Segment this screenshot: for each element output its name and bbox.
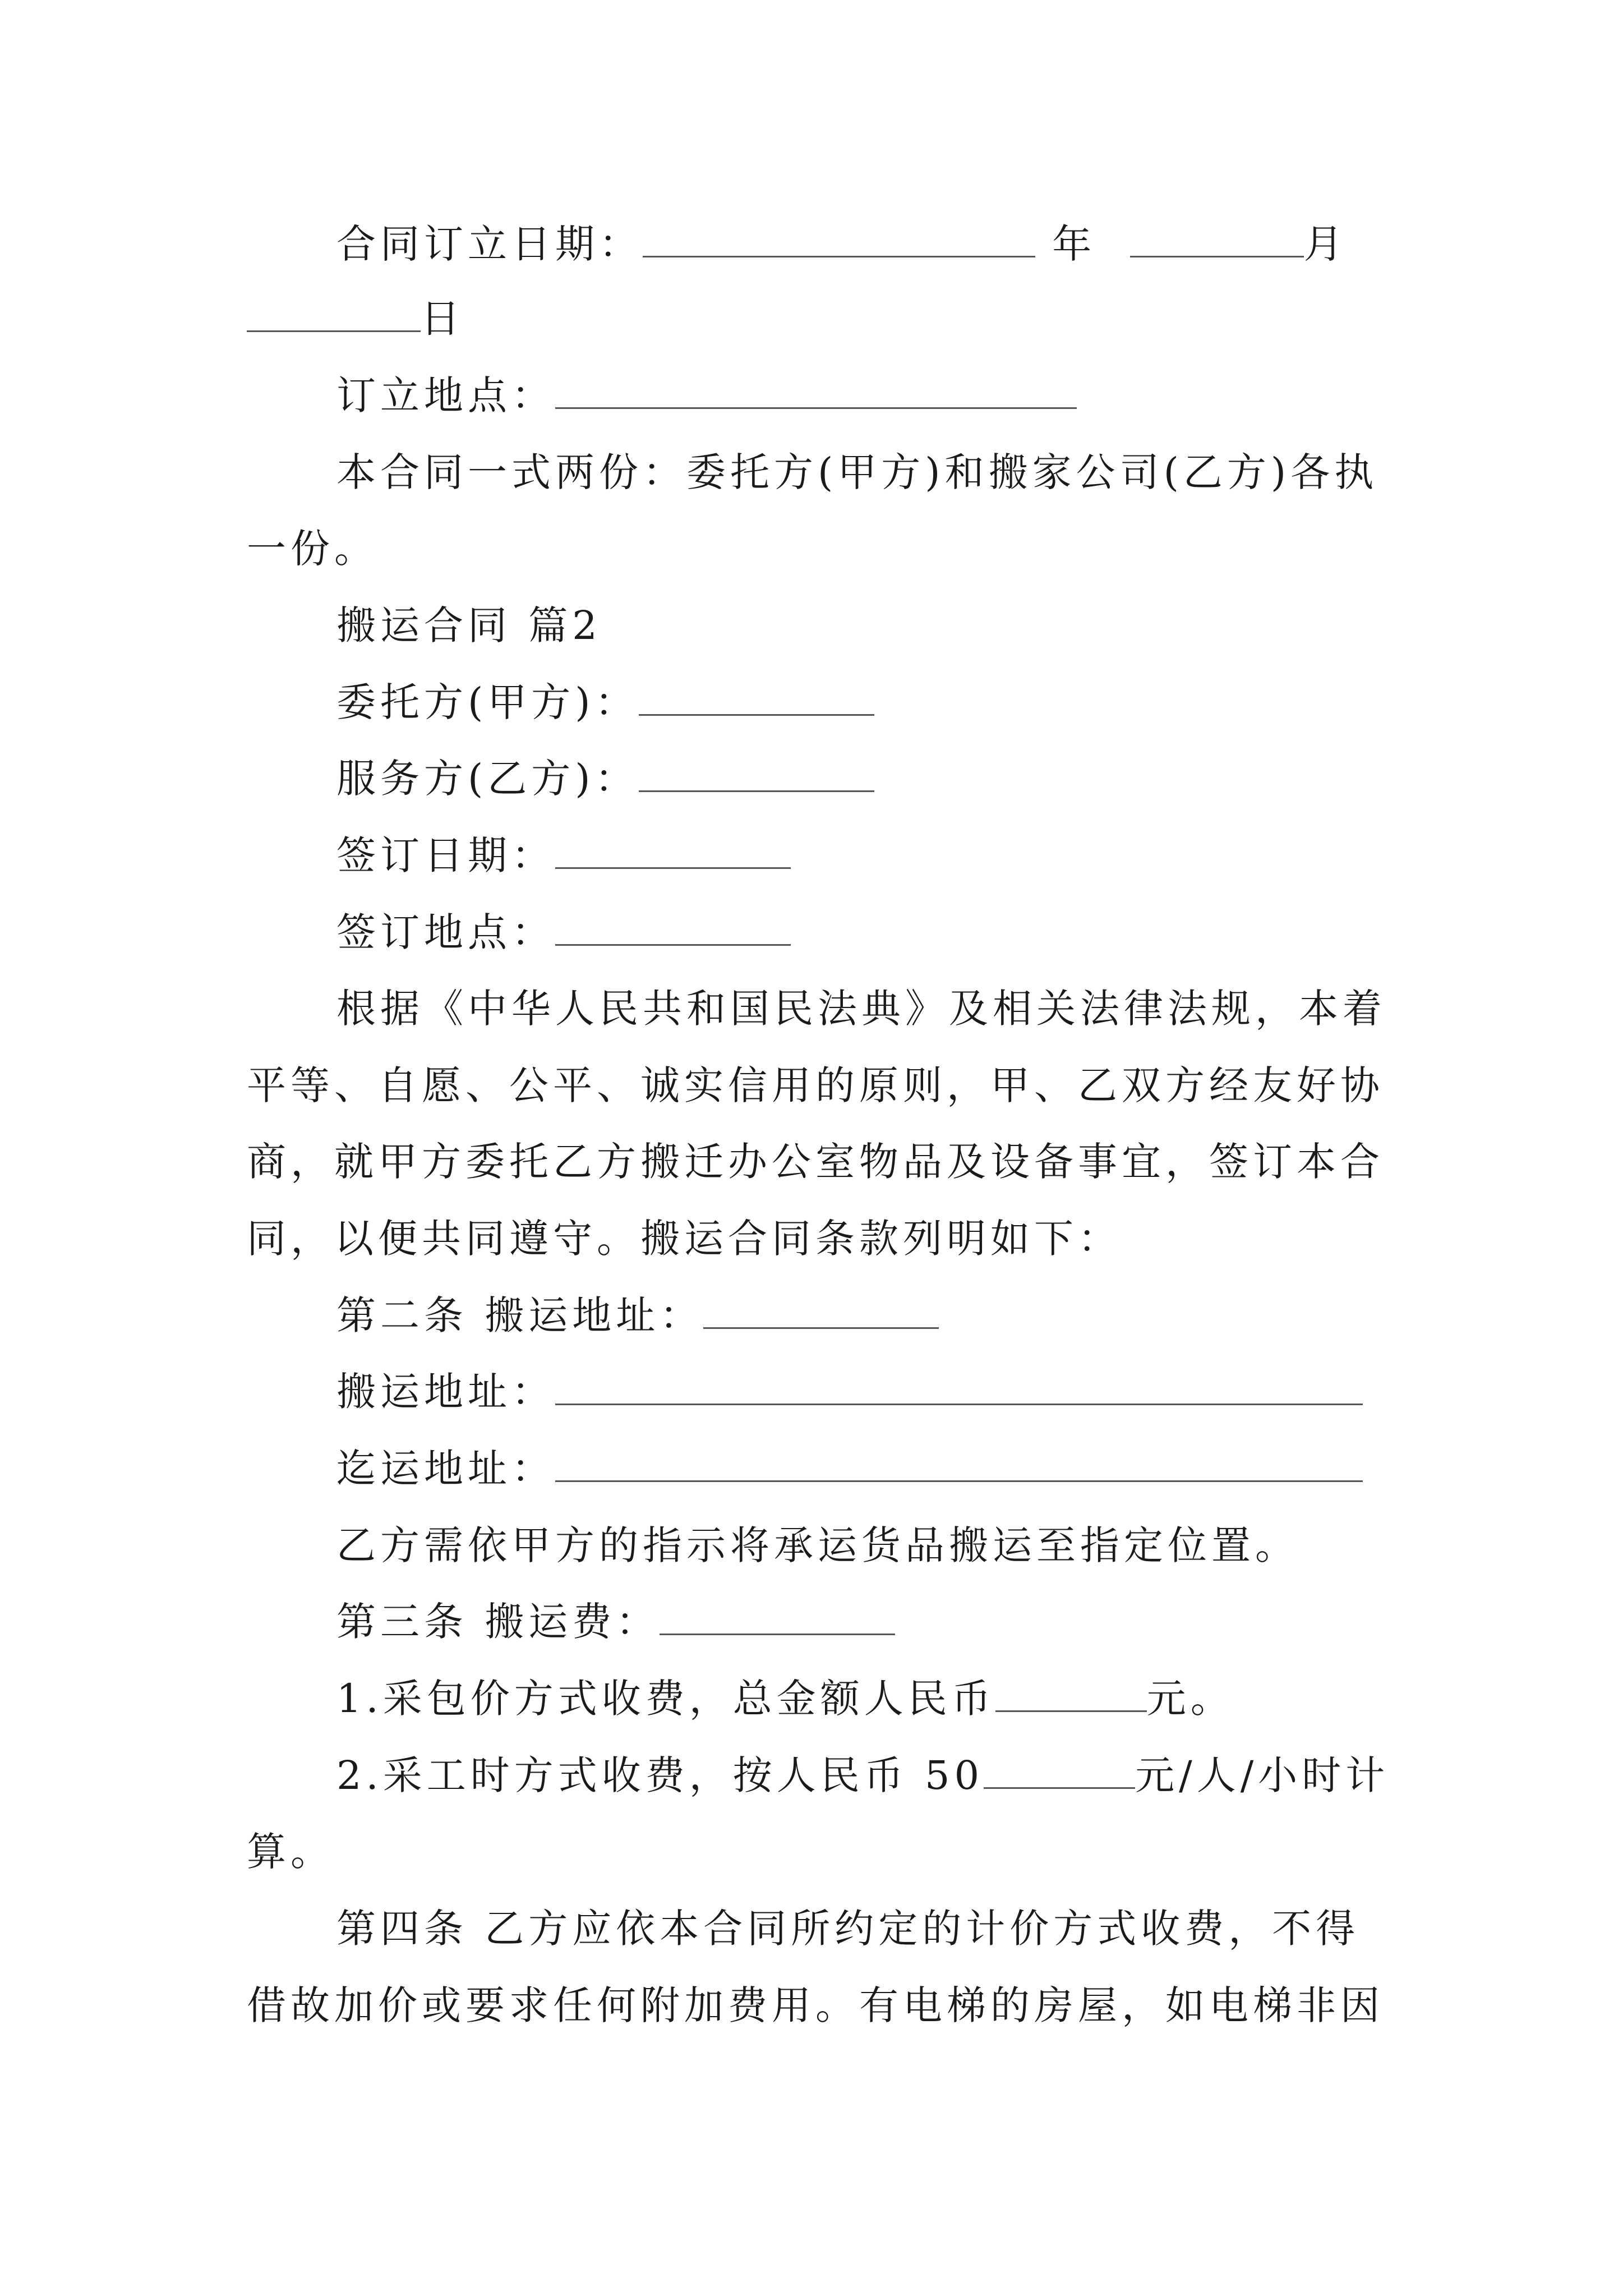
provider-line <box>336 751 874 807</box>
to-address-label: 迄运地址： <box>336 1446 555 1492</box>
copies-line-2: 一份。 <box>247 526 378 572</box>
fee-1-blank <box>995 1671 1147 1712</box>
day-unit: 日 <box>421 296 464 342</box>
fee-2-line-2: 算。 <box>247 1829 334 1875</box>
place-line <box>336 367 1077 424</box>
provider-blank <box>639 751 874 792</box>
sign-date-blank <box>555 828 791 869</box>
article-2-note: 乙方需依甲方的指示将承运货品搬运至指定位置。 <box>336 1522 1299 1568</box>
sign-place-line <box>336 904 791 960</box>
sign-place-blank <box>555 905 791 946</box>
article-4-line-1: 第四条 乙方应依本合同所约定的计价方式收费，不得 <box>336 1906 1360 1952</box>
preamble-line-4: 同，以便共同遵守。搬运合同条款列明如下： <box>247 1216 1122 1262</box>
client-blank <box>639 675 874 716</box>
fee-2-line <box>336 1747 1389 1803</box>
from-address-line <box>336 1364 1363 1420</box>
to-address-blank <box>555 1441 1363 1482</box>
article-4-line-2: 借故加价或要求任何附加费用。有电梯的房屋，如电梯非因 <box>247 1982 1384 2028</box>
article-2-blank <box>703 1288 939 1329</box>
preamble-line-2: 平等、自愿、公平、诚实信用的原则，甲、乙双方经友好协 <box>247 1062 1384 1108</box>
year-blank <box>643 217 1035 257</box>
article-2-label: 第二条 搬运地址： <box>336 1292 704 1338</box>
sign-date-label: 签订日期： <box>336 832 555 878</box>
year-unit: 年 <box>1052 221 1096 267</box>
contract-date-label: 合同订立日期： <box>336 221 643 267</box>
to-address-line <box>336 1441 1363 1497</box>
place-blank <box>555 368 1077 409</box>
fee-1-line <box>336 1671 1234 1727</box>
sign-date-line <box>336 827 791 884</box>
client-label: 委托方(甲方)： <box>336 679 639 725</box>
day-blank <box>247 291 421 332</box>
fee-2-suffix: 元/人/小时计 <box>1135 1752 1390 1798</box>
from-address-blank <box>555 1364 1363 1405</box>
contract-date-line <box>336 216 1348 272</box>
place-label: 订立地点： <box>336 372 555 418</box>
copies-line-1: 本合同一式两份：委托方(甲方)和搬家公司(乙方)各执 <box>336 449 1378 495</box>
preamble-line-3: 商，就甲方委托乙方搬迁办公室物品及设备事宜，签订本合 <box>247 1139 1384 1185</box>
provider-label: 服务方(乙方)： <box>336 756 639 802</box>
fee-2-blank <box>984 1748 1135 1789</box>
contract-date-line-2 <box>247 291 464 347</box>
month-unit: 月 <box>1303 221 1348 267</box>
fee-1-prefix: 1.采包价方式收费，总金额人民币 <box>336 1676 995 1722</box>
fee-1-suffix: 元。 <box>1146 1676 1234 1722</box>
section-title: 搬运合同 篇2 <box>336 602 602 648</box>
from-address-label: 搬运地址： <box>336 1369 555 1415</box>
month-blank <box>1130 217 1304 257</box>
sign-place-label: 签订地点： <box>336 909 555 955</box>
preamble-line-1: 根据《中华人民共和国民法典》及相关法律法规，本着 <box>336 986 1386 1032</box>
fee-2-prefix: 2.采工时方式收费，按人民币 50 <box>336 1752 984 1798</box>
article-3-line <box>336 1594 895 1650</box>
article-3-label: 第三条 搬运费： <box>336 1599 660 1645</box>
article-2-line <box>336 1287 939 1343</box>
client-line <box>336 674 874 730</box>
article-3-blank <box>660 1594 895 1635</box>
